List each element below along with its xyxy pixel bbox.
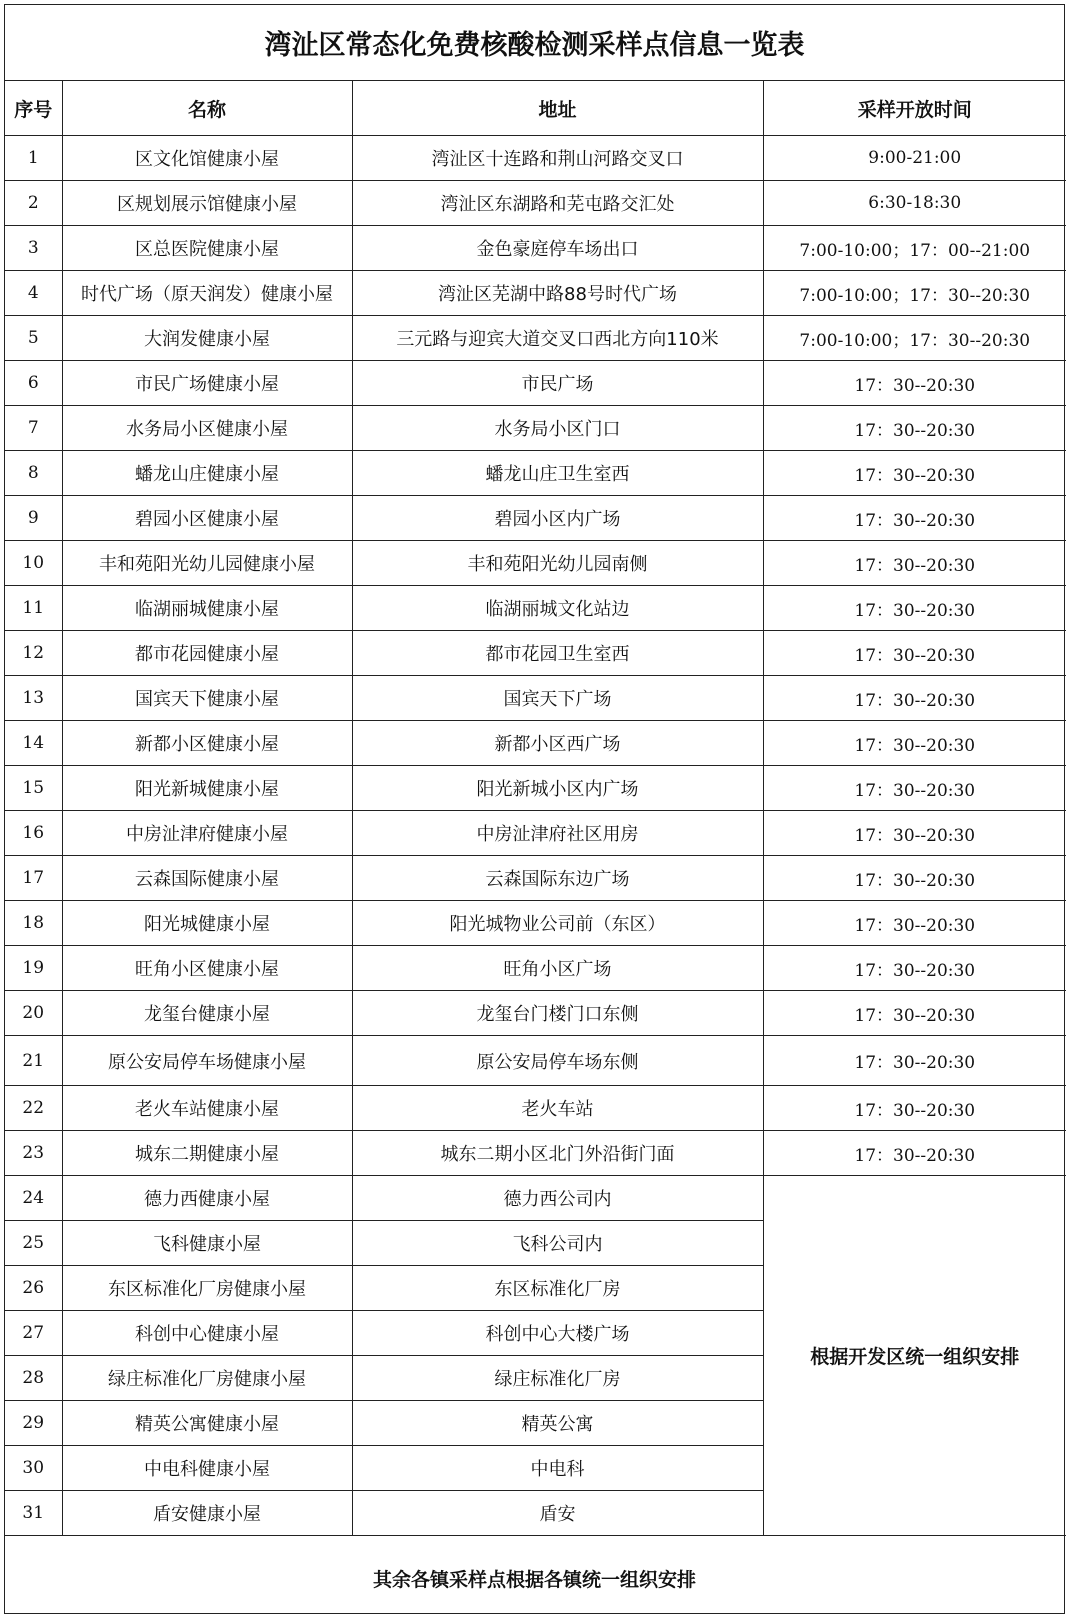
cell-name: 飞科健康小屋: [62, 1221, 352, 1266]
cell-name: 大润发健康小屋: [62, 316, 352, 361]
cell-time: 17：30--20:30: [763, 901, 1066, 946]
cell-address: 城东二期小区北门外沿街门面: [352, 1131, 763, 1176]
cell-time: 17：30--20:30: [763, 946, 1066, 991]
table-row: [5, 1176, 1066, 1221]
cell-time: 17：30--20:30: [763, 586, 1066, 631]
cell-name: 时代广场（原天润发）健康小屋: [62, 271, 352, 316]
table-row: [5, 901, 1066, 946]
cell-name: 云森国际健康小屋: [62, 856, 352, 901]
cell-address: 湾沚区芜湖中路88号时代广场: [352, 271, 763, 316]
table-row: [5, 676, 1066, 721]
cell-index: 21: [5, 1036, 62, 1086]
footer-note: 其余各镇采样点根据各镇统一组织安排: [372, 1568, 696, 1591]
cell-time: 17：30--20:30: [763, 721, 1066, 766]
table-row: [5, 721, 1066, 766]
cell-time: 17：30--20:30: [763, 451, 1066, 496]
cell-index: 23: [5, 1131, 62, 1176]
cell-time: 17：30--20:30: [763, 541, 1066, 586]
cell-time: 17：30--20:30: [763, 811, 1066, 856]
cell-address: 东区标准化厂房: [352, 1266, 763, 1311]
cell-address: 绿庄标准化厂房: [352, 1356, 763, 1401]
cell-name: 盾安健康小屋: [62, 1491, 352, 1536]
cell-address: 湾沚区东湖路和芜屯路交汇处: [352, 181, 763, 226]
cell-name: 丰和苑阳光幼儿园健康小屋: [62, 541, 352, 586]
cell-time: 17：30--20:30: [763, 1036, 1066, 1086]
cell-name: 老火车站健康小屋: [62, 1086, 352, 1131]
table-row: [5, 496, 1066, 541]
cell-index: 25: [5, 1221, 62, 1266]
cell-index: 31: [5, 1491, 62, 1536]
cell-address: 原公安局停车场东侧: [352, 1036, 763, 1086]
cell-name: 碧园小区健康小屋: [62, 496, 352, 541]
page-title: 湾沚区常态化免费核酸检测采样点信息一览表: [5, 5, 1064, 81]
cell-index: 6: [5, 361, 62, 406]
table-row: [5, 136, 1066, 181]
cell-address: 都市花园卫生室西: [352, 631, 763, 676]
cell-time: 17：30--20:30: [763, 856, 1066, 901]
cell-index: 17: [5, 856, 62, 901]
cell-address: 云森国际东边广场: [352, 856, 763, 901]
header-address: 地址: [352, 81, 763, 136]
table-row: [5, 811, 1066, 856]
cell-address: 中电科: [352, 1446, 763, 1491]
cell-time: 7:00-10:00；17：30--20:30: [763, 316, 1066, 361]
table-row: [5, 766, 1066, 811]
cell-index: 10: [5, 541, 62, 586]
cell-index: 5: [5, 316, 62, 361]
cell-name: 都市花园健康小屋: [62, 631, 352, 676]
table-row: [5, 451, 1066, 496]
cell-name: 中房沚津府健康小屋: [62, 811, 352, 856]
cell-index: 30: [5, 1446, 62, 1491]
cell-index: 2: [5, 181, 62, 226]
cell-index: 12: [5, 631, 62, 676]
cell-address: 蟠龙山庄卫生室西: [352, 451, 763, 496]
cell-address: 旺角小区广场: [352, 946, 763, 991]
cell-index: 26: [5, 1266, 62, 1311]
table-row: [5, 631, 1066, 676]
cell-index: 28: [5, 1356, 62, 1401]
cell-address: 中房沚津府社区用房: [352, 811, 763, 856]
cell-time: 17：30--20:30: [763, 406, 1066, 451]
cell-time: 9:00-21:00: [763, 136, 1066, 181]
document-sheet: [4, 4, 1065, 1614]
cell-address: 碧园小区内广场: [352, 496, 763, 541]
cell-address: 科创中心大楼广场: [352, 1311, 763, 1356]
table-row: [5, 541, 1066, 586]
cell-address: 新都小区西广场: [352, 721, 763, 766]
cell-name: 市民广场健康小屋: [62, 361, 352, 406]
cell-name: 区文化馆健康小屋: [62, 136, 352, 181]
table-header-row: [5, 81, 1066, 136]
cell-index: 14: [5, 721, 62, 766]
cell-address: 德力西公司内: [352, 1176, 763, 1221]
table-row: [5, 946, 1066, 991]
table-row: [5, 1131, 1066, 1176]
cell-name: 科创中心健康小屋: [62, 1311, 352, 1356]
cell-index: 19: [5, 946, 62, 991]
table-row: [5, 586, 1066, 631]
table-row: [5, 316, 1066, 361]
cell-time: 7:00-10:00；17：00--21:00: [763, 226, 1066, 271]
cell-time: 17：30--20:30: [763, 766, 1066, 811]
cell-address: 三元路与迎宾大道交叉口西北方向110米: [352, 316, 763, 361]
cell-name: 区规划展示馆健康小屋: [62, 181, 352, 226]
cell-address: 精英公寓: [352, 1401, 763, 1446]
cell-name: 中电科健康小屋: [62, 1446, 352, 1491]
cell-address: 龙玺台门楼门口东侧: [352, 991, 763, 1036]
cell-name: 城东二期健康小屋: [62, 1131, 352, 1176]
cell-time: 17：30--20:30: [763, 1131, 1066, 1176]
cell-index: 7: [5, 406, 62, 451]
sampling-sites-table: [5, 81, 1066, 1536]
table-row: [5, 271, 1066, 316]
cell-address: 飞科公司内: [352, 1221, 763, 1266]
cell-index: 16: [5, 811, 62, 856]
cell-name: 德力西健康小屋: [62, 1176, 352, 1221]
cell-address: 水务局小区门口: [352, 406, 763, 451]
cell-index: 15: [5, 766, 62, 811]
cell-time: 17：30--20:30: [763, 361, 1066, 406]
cell-address: 阳光新城小区内广场: [352, 766, 763, 811]
cell-time: 17：30--20:30: [763, 1086, 1066, 1131]
cell-time: 17：30--20:30: [763, 676, 1066, 721]
cell-index: 3: [5, 226, 62, 271]
header-time: 采样开放时间: [763, 81, 1066, 136]
cell-index: 20: [5, 991, 62, 1036]
cell-time: 17：30--20:30: [763, 991, 1066, 1036]
cell-name: 东区标准化厂房健康小屋: [62, 1266, 352, 1311]
cell-name: 旺角小区健康小屋: [62, 946, 352, 991]
cell-name: 原公安局停车场健康小屋: [62, 1036, 352, 1086]
cell-address: 市民广场: [352, 361, 763, 406]
header-index: 序号: [5, 81, 62, 136]
table-row: [5, 991, 1066, 1036]
cell-index: 24: [5, 1176, 62, 1221]
cell-name: 绿庄标准化厂房健康小屋: [62, 1356, 352, 1401]
cell-name: 水务局小区健康小屋: [62, 406, 352, 451]
cell-time: 17：30--20:30: [763, 631, 1066, 676]
header-name: 名称: [62, 81, 352, 136]
cell-index: 1: [5, 136, 62, 181]
cell-name: 阳光新城健康小屋: [62, 766, 352, 811]
cell-name: 国宾天下健康小屋: [62, 676, 352, 721]
cell-address: 阳光城物业公司前（东区）: [352, 901, 763, 946]
cell-index: 29: [5, 1401, 62, 1446]
cell-address: 盾安: [352, 1491, 763, 1536]
cell-address: 金色豪庭停车场出口: [352, 226, 763, 271]
cell-index: 27: [5, 1311, 62, 1356]
table-body: [5, 136, 1066, 1536]
cell-address: 老火车站: [352, 1086, 763, 1131]
cell-name: 精英公寓健康小屋: [62, 1401, 352, 1446]
table-row: [5, 1036, 1066, 1086]
table-row: [5, 361, 1066, 406]
cell-index: 18: [5, 901, 62, 946]
cell-name: 蟠龙山庄健康小屋: [62, 451, 352, 496]
cell-time: 17：30--20:30: [763, 496, 1066, 541]
cell-index: 11: [5, 586, 62, 631]
table-row: [5, 226, 1066, 271]
cell-address: 国宾天下广场: [352, 676, 763, 721]
cell-name: 区总医院健康小屋: [62, 226, 352, 271]
table-row: [5, 1086, 1066, 1131]
cell-time-merged: 根据开发区统一组织安排: [763, 1176, 1066, 1536]
cell-address: 临湖丽城文化站边: [352, 586, 763, 631]
cell-name: 龙玺台健康小屋: [62, 991, 352, 1036]
cell-index: 9: [5, 496, 62, 541]
cell-index: 22: [5, 1086, 62, 1131]
table-row: [5, 856, 1066, 901]
cell-time: 7:00-10:00；17：30--20:30: [763, 271, 1066, 316]
cell-name: 新都小区健康小屋: [62, 721, 352, 766]
cell-index: 4: [5, 271, 62, 316]
cell-index: 13: [5, 676, 62, 721]
table-row: [5, 181, 1066, 226]
cell-name: 临湖丽城健康小屋: [62, 586, 352, 631]
cell-index: 8: [5, 451, 62, 496]
cell-address: 湾沚区十连路和荆山河路交叉口: [352, 136, 763, 181]
cell-name: 阳光城健康小屋: [62, 901, 352, 946]
table-row: [5, 406, 1066, 451]
cell-address: 丰和苑阳光幼儿园南侧: [352, 541, 763, 586]
cell-time: 6:30-18:30: [763, 181, 1066, 226]
